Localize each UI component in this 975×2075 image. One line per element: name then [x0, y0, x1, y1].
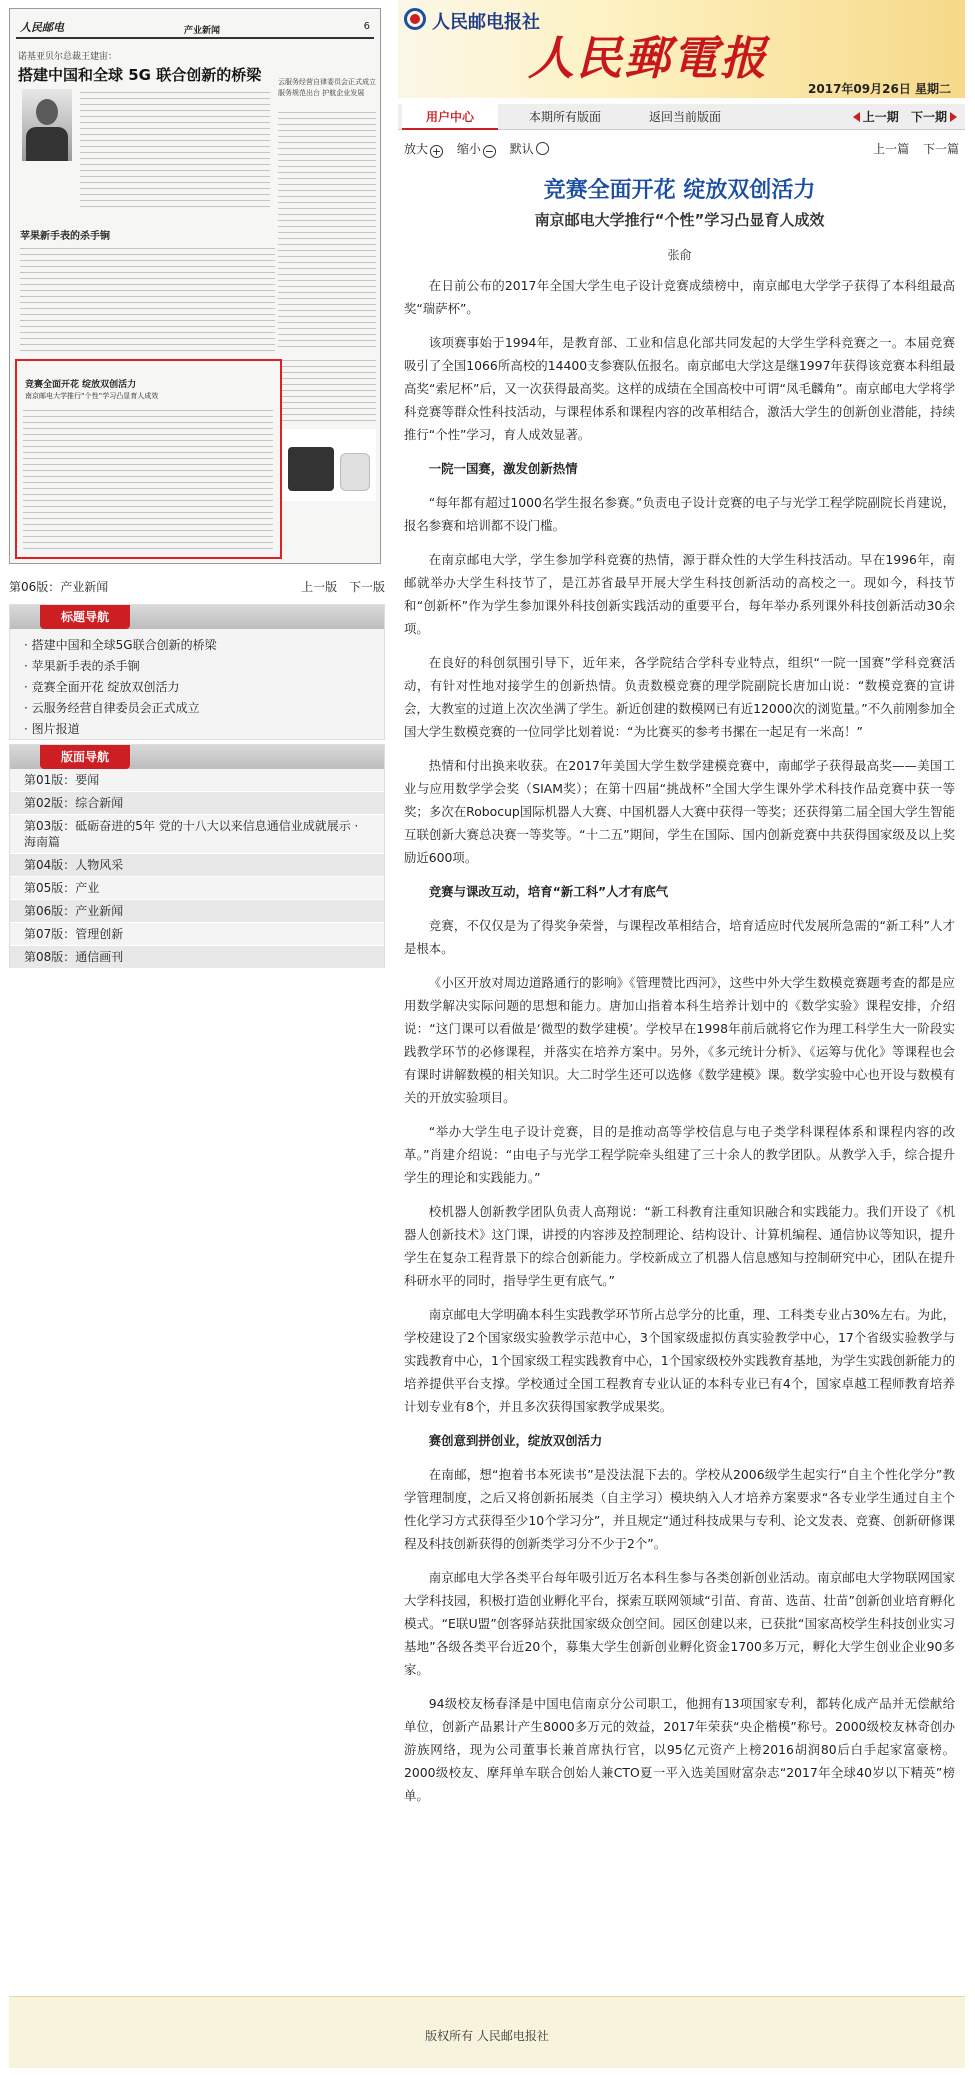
issue-date: 2017年09月26日 星期二: [808, 82, 951, 96]
thumbnail-headline[interactable]: 搭建中国和全球 5G 联合创新的桥梁: [18, 66, 262, 84]
title-nav-item[interactable]: · 云服务经营自律委员会正式成立: [24, 698, 370, 719]
next-page-link[interactable]: 下一版: [348, 580, 385, 594]
title-navigation-tab: 标题导航: [40, 605, 130, 629]
copyright-text: 版权所有 人民邮电报社: [425, 2029, 549, 2043]
prev-issue-link[interactable]: 上一期: [853, 110, 899, 124]
thumbnail-side-story[interactable]: 云服务经营自律委员会正式成立 服务规范出台 护航企业发展: [278, 78, 376, 97]
thumbnail-highlighted-article[interactable]: [15, 359, 282, 559]
newspaper-brand: 人民郵電报: [528, 31, 768, 85]
article-subheading: 一院一国赛，激发创新热情: [428, 461, 578, 476]
page-nav-item[interactable]: 第07版：管理创新: [10, 923, 384, 946]
article-subtitle: 南京邮电大学推行“个性”学习凸显育人成效: [534, 211, 825, 229]
article-paragraph: 南京邮电大学各类平台每年吸引近万名本科生参与各类创新创业活动。南京邮电大学物联网国家大学科技园，积极打造创业孵化平台，探索互联网领域“引苗、育苗、选苗、壮苗”创新创业培育孵化模式。“E联U盟”创客驿站获批国家级众创空间。园区创建以来，已获批“国家高校学生科技创业实习基地”各级各类平台近20个，募集大学生创新创业孵化资金1700多万元，孵化大学生创业企业90多家。: [404, 1570, 955, 1677]
footer: [9, 1996, 965, 2068]
issue-navigation: [845, 104, 957, 130]
article-subheading: 赛创意到拼创业，绽放双创活力: [428, 1433, 603, 1448]
page-nav-item[interactable]: 第08版：通信画刊: [10, 946, 384, 969]
page-navigation-tab: 版面导航: [40, 745, 130, 769]
page-bar: [9, 576, 385, 596]
article-paragraph: 94级校友杨春泽是中国电信南京分公司职工，他拥有13项国家专利，都转化成产品并无偿献给单位，创新产品累计产生8000多万元的效益，2017年荣获“央企楷模”称号。2000级校友林奇创办游族网络，现为公司董事长兼首席执行官，以95亿元资产上榜2016胡润80后白手起家富豪榜。2000级校友、摩拜单车联合创始人兼CTO夏一平入选美国财富杂志“2017年全球40岁以下精英”榜单。: [404, 1696, 955, 1803]
thumbnail-kicker: 诺基亚贝尔总裁王建宙：: [18, 52, 118, 62]
thumbnail-highlight-title: 竞赛全面开花 绽放双创活力: [25, 380, 137, 390]
prev-page-link[interactable]: 上一版: [301, 580, 338, 594]
zoom-in-button[interactable]: 放大 +: [404, 142, 442, 158]
article-title: 竞赛全面开花 绽放双创活力: [543, 178, 816, 203]
article-paragraph: 南京邮电大学明确本科生实践教学环节所占总学分的比重，理、工科类专业占30%左右。为此，学校建设了2个国家级实验教学示范中心，3个国家级虚拟仿真实验教学中心，17个省级实验教学与实践教育中心，1个国家级工程实践教育中心，1个国家级校外实践教育基地，为学生实践创新能力的培养提供平台支撑。学校通过全国工程教育专业认证的本科专业已有4个，国家卓越工程师教育培养计划专业有8个，并且多次获得国家教学成果奖。: [404, 1307, 955, 1414]
thumbnail-text-block: [80, 89, 270, 209]
page-navigation: [9, 744, 385, 968]
article-paragraph: 在良好的科创氛围引导下，近年来，各学院结合学科专业特点，组织“一院一国赛”学科竞赛活动，有针对性地对接学生的创新热情。负责数模竞赛的理学院副院长唐加山说：“数模竞赛的宣讲会，大教室的过道上次次坐满了学生。新近创建的数模网已有近12000次的浏览量。”不久前刚参加全国大学生数模竞赛的一位同学比划着说：“为比赛买的参考书摞在一起足有一米高！”: [404, 655, 955, 739]
left-arrow-icon: [853, 112, 860, 122]
article-paragraph: 在日前公布的2017年全国大学生电子设计竞赛成绩榜中，南京邮电大学学子获得了本科组最高奖“瑞萨杯”。: [404, 278, 955, 316]
title-nav-item[interactable]: · 图片报道: [24, 719, 370, 740]
agency-logo-icon: [404, 8, 426, 30]
current-page-label: 第06版：产业新闻: [9, 580, 109, 594]
article-body: [404, 274, 955, 1807]
minus-icon: −: [484, 145, 494, 158]
zoom-out-button[interactable]: 缩小 −: [456, 142, 494, 158]
thumbnail-story-title[interactable]: 苹果新手表的杀手锏: [20, 231, 110, 242]
top-navbar: [398, 104, 965, 130]
page-nav-item[interactable]: 第05版：产业: [10, 877, 384, 900]
right-arrow-icon: [950, 112, 957, 122]
thumbnail-header: [16, 13, 374, 39]
all-pages-tab[interactable]: 本期所有版面: [528, 110, 601, 124]
zoom-bar: [404, 140, 959, 160]
article-paragraph: 竞赛，不仅仅是为了得奖争荣誉，与课程改革相结合，培育适应时代发展所急需的“新工科”人才是根本。: [404, 918, 955, 956]
plus-icon: +: [431, 145, 442, 158]
thumbnail-section: 产业新闻: [184, 26, 221, 36]
agency-name: 人民邮电报社: [432, 12, 540, 33]
article-author: 张俞: [667, 248, 692, 262]
article-paragraph: 在南京邮电大学，学生参加学科竞赛的热情，源于群众性的大学生科技活动。早在1996年，南邮就举办大学生科技节了，是江苏省最早开展大学生科技创新活动的高校之一。现如今，科技节和“创新杯”作为学生参加课外科技创新实践活动的重要平台，每年举办系列课外科技创新活动30余项。: [404, 552, 955, 636]
back-to-page-tab[interactable]: 返回当前版面: [648, 110, 721, 124]
article-paragraph: 热情和付出换来收获。在2017年美国大学生数学建模竞赛中，南邮学子获得最高奖——美国工业与应用数学学会奖（SIAM奖）；在第十四届“挑战杯”全国大学生课外学术科技作品竞赛中获一等奖；多次在Robocup国际机器人大赛、中国机器人大赛中获得一等奖；还获得第二届全国大学生智能互联创新大赛总决赛一等奖等。“十二五”期间，学生在国际、国内创新竞赛中共获得国家级及以上奖励近600项。: [404, 758, 955, 865]
thumbnail-photo[interactable]: [282, 429, 376, 501]
page-nav-item[interactable]: 第02版：综合新闻: [10, 792, 384, 815]
thumbnail-page-number: 6: [363, 21, 370, 32]
article-paragraph: “每年都有超过1000名学生报名参赛。”负责电子设计竞赛的电子与光学工程学院副院长肖建说，报名参赛和培训都不设门槛。: [404, 495, 955, 533]
page-nav-item[interactable]: 第03版：砥砺奋进的5年 党的十八大以来信息通信业成就展示 · 海南篇: [10, 815, 384, 854]
title-navigation: [9, 604, 385, 740]
page-nav-item[interactable]: 第04版：人物风采: [10, 854, 384, 877]
article-paragraph: 《小区开放对周边道路通行的影响》《管理赞比西河》，这些中外大学生数模竞赛题考查的都是应用数学解决实际问题的思想和能力。唐加山指着本科生培养计划中的《数学实验》课程安排，介绍说：“这门课可以看做是‘微型的数学建模’。学校早在1998年前后就将它作为理工科学生大一阶段实践教学环节的必修课程，并落实在培养方案中。另外，《多元统计分析》、《运筹与优化》等课程也会有课时讲解数模的相关知识。大二时学生还可以选修《数学建模》课。数学实验中心也开设与数模有关的开放实验项目。: [404, 975, 955, 1105]
prev-article-link[interactable]: 上一篇: [873, 142, 910, 156]
title-nav-item[interactable]: · 竞赛全面开花 绽放双创活力: [24, 677, 370, 698]
article-paragraph: 校机器人创新教学团队负责人高翔说：“新工科教育注重知识融合和实践能力。我们开设了《机器人创新技术》这门课，讲授的内容涉及控制理论、结构设计、计算机编程、通信协议等知识，提升学生在复杂工程背景下的综合创新能力。学校新成立了机器人信息感知与控制研究中心，团队在提升科研水平的同时，指导学生更有底气。”: [404, 1204, 955, 1288]
thumbnail-text-block: [23, 407, 273, 553]
page-nav-item[interactable]: 第01版：要闻: [10, 769, 384, 792]
thumbnail-text-block: [20, 245, 275, 351]
thumbnail-text-block: [282, 357, 376, 423]
title-nav-item[interactable]: · 搭建中国和全球5G联合创新的桥梁: [24, 635, 370, 656]
circle-icon: [536, 142, 549, 155]
user-center-tab[interactable]: 用户中心: [402, 104, 498, 130]
title-nav-item[interactable]: · 苹果新手表的杀手锏: [24, 656, 370, 677]
next-article-link[interactable]: 下一篇: [922, 142, 959, 156]
page-nav-item[interactable]: 第06版：产业新闻: [10, 900, 384, 923]
article: [404, 176, 955, 1818]
article-navigation: [863, 140, 959, 157]
page-navigation-header: [10, 745, 384, 769]
thumbnail-text-block: [278, 109, 376, 349]
thumbnail-highlight-subtitle: 南京邮电大学推行“个性”学习凸显育人成效: [25, 392, 159, 400]
page-thumbnail[interactable]: [9, 8, 381, 564]
article-paragraph: “举办大学生电子设计竞赛，目的是推动高等学校信息与电子类学科课程体系和课程内容的改革。”肖建介绍说：“由电子与光学工程学院牵头组建了三十余人的教学团队。从教学入手，综合提升学生的理论和实践能力。”: [404, 1124, 955, 1185]
article-paragraph: 该项赛事始于1994年，是教育部、工业和信息化部共同发起的大学生学科竞赛之一。本届竞赛吸引了全国1066所高校的14400支参赛队伍报名。南京邮电大学这是继1997年获得该竞赛本科组最高奖“索尼杯”后，又一次获得最高奖。这样的成绩在全国高校中可谓“凤毛麟角”。南京邮电大学将学科竞赛等群众性科技活动，与课程体系和课程内容的改革相结合，激活大学生的创新创业潜能，持续推行“个性”学习，育人成效显著。: [404, 335, 955, 442]
title-navigation-header: [10, 605, 384, 629]
next-issue-link[interactable]: 下一期: [911, 110, 957, 124]
article-subheading: 竞赛与课改互动，培育“新工科”人才有底气: [428, 884, 669, 899]
zoom-default-button[interactable]: 默认: [510, 142, 551, 156]
thumbnail-logo: 人民邮电: [20, 21, 64, 34]
thumbnail-portrait: [22, 89, 72, 161]
masthead: [398, 0, 965, 98]
article-paragraph: 在南邮，想“抱着书本死读书”是没法混下去的。学校从2006级学生起实行“自主个性化学分”教学管理制度，之后又将创新拓展类（自主学习）模块纳入人才培养方案要求“各专业学生通过自主个性化学习方式获得至少10个学习分”，并且规定“通过科技成果与专利、论文发表、竞赛、创新研修课程及科技创新获得的创新类学习分不少于2个”。: [404, 1467, 955, 1551]
